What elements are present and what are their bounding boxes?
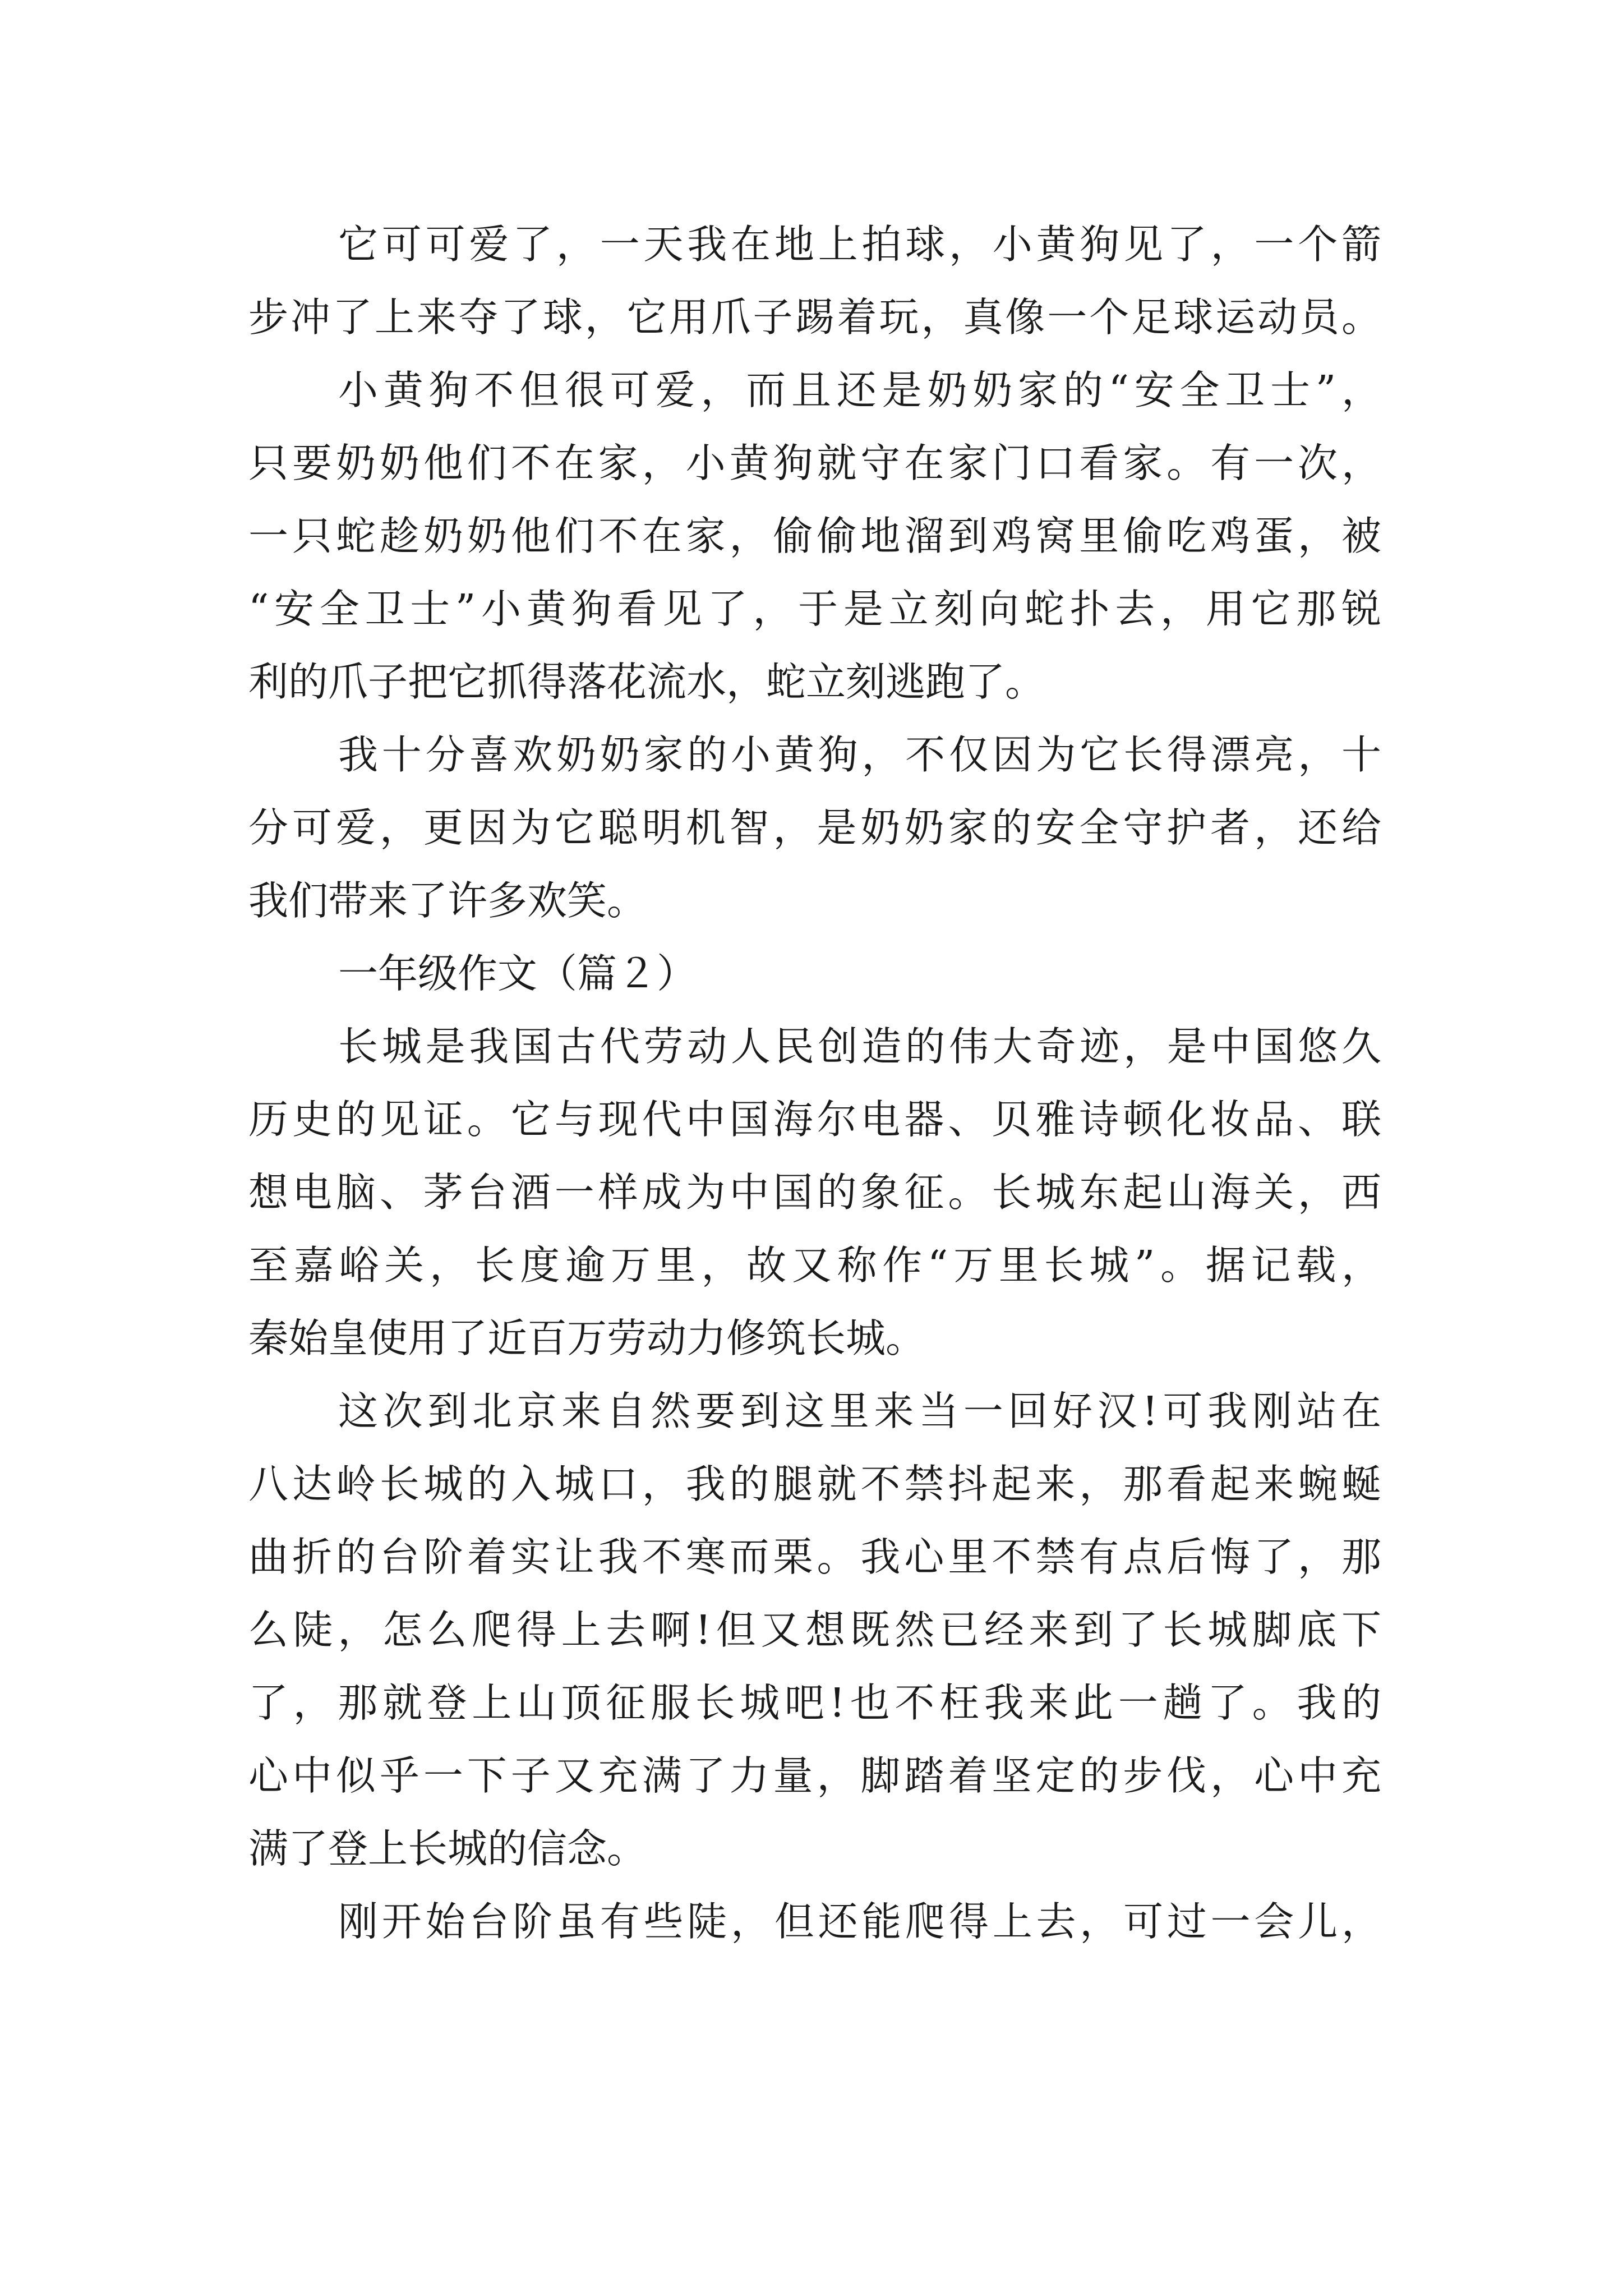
text-line: 步冲了上来夺了球，它用爪子踢着玩，真像一个足球运动员。	[248, 294, 1381, 341]
text-line: 心中似乎一下子又充满了力量，脚踏着坚定的步伐，心中充	[248, 1752, 1381, 1799]
text-line: 利的爪子把它抓得落花流水，蛇立刻逃跑了。	[248, 659, 1045, 705]
text-line: “安全卫士”小黄狗看见了，于是立刻向蛇扑去，用它那锐	[248, 586, 1381, 632]
text-line: 至嘉峪关，长度逾万里，故又称作“万里长城”。据记载，	[248, 1242, 1381, 1289]
text-line: 想电脑、茅台酒一样成为中国的象征。长城东起山海关，西	[248, 1169, 1381, 1216]
text-line: 分可爱，更因为它聪明机智，是奶奶家的安全守护者，还给	[248, 804, 1381, 851]
text-line: 满了登上长城的信念。	[248, 1825, 647, 1872]
text-line: 一只蛇趁奶奶他们不在家，偷偷地溜到鸡窝里偷吃鸡蛋，被	[248, 513, 1381, 559]
text-line: 么陡，怎么爬得上去啊!但又想既然已经来到了长城脚底下	[248, 1607, 1381, 1653]
text-line: 曲折的台阶着实让我不寒而栗。我心里不禁有点后悔了，那	[248, 1534, 1381, 1580]
text-line: 小黄狗不但很可爱，而且还是奶奶家的“安全卫士”，	[338, 367, 1381, 413]
text-line: 历史的见证。它与现代中国海尔电器、贝雅诗顿化妆品、联	[248, 1096, 1381, 1143]
text-line: 我们带来了许多欢笑。	[248, 877, 647, 924]
text-line: 刚开始台阶虽有些陡，但还能爬得上去，可过一会儿，	[338, 1898, 1381, 1945]
text-line: 这次到北京来自然要到这里来当一回好汉!可我刚站在	[338, 1388, 1381, 1434]
text-line: 长城是我国古代劳动人民创造的伟大奇迹，是中国悠久	[338, 1023, 1381, 1070]
text-line: 了，那就登上山顶征服长城吧!也不枉我来此一趟了。我的	[248, 1680, 1381, 1726]
text-line: 只要奶奶他们不在家，小黄狗就守在家门口看家。有一次，	[248, 440, 1381, 486]
text-line: 八达岭长城的入城口，我的腿就不禁抖起来，那看起来蜿蜒	[248, 1461, 1381, 1507]
section-heading: 一年级作文（篇２）	[338, 950, 697, 997]
text-line: 我十分喜欢奶奶家的小黄狗，不仅因为它长得漂亮，十	[338, 731, 1381, 778]
text-line: 它可可爱了，一天我在地上拍球，小黄狗见了，一个箭	[338, 221, 1381, 268]
text-line: 秦始皇使用了近百万劳动力修筑长城。	[248, 1315, 926, 1361]
